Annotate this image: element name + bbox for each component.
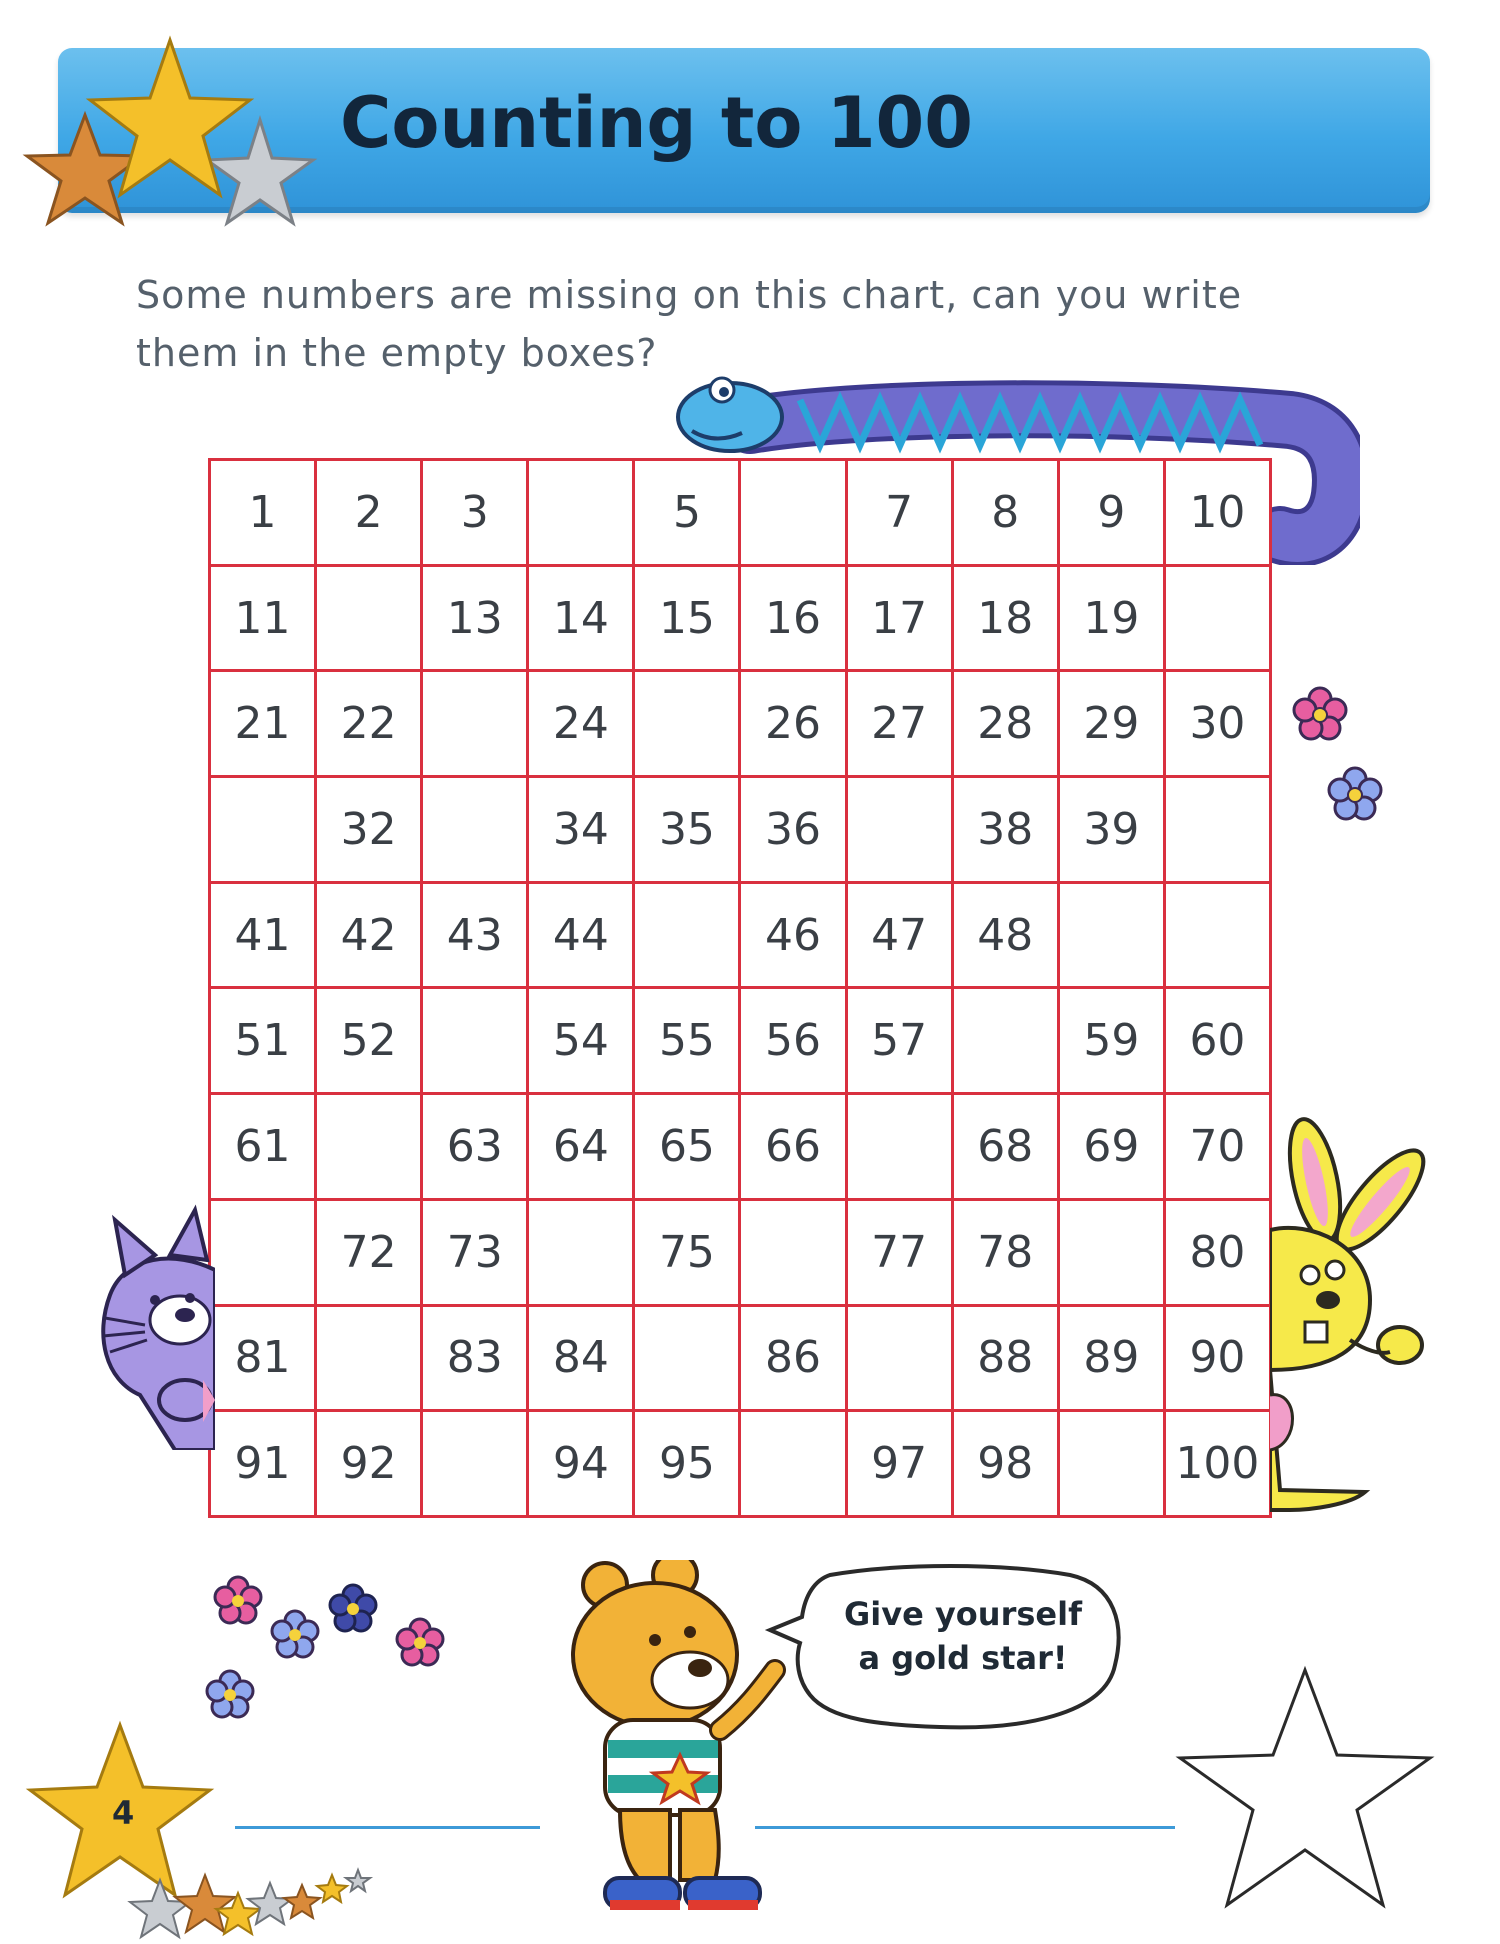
number-cell: 30 — [1166, 672, 1272, 778]
empty-number-box[interactable] — [317, 567, 423, 673]
number-cell: 73 — [423, 1201, 529, 1307]
number-cell: 61 — [211, 1095, 317, 1201]
empty-number-box[interactable] — [423, 778, 529, 884]
writing-line-right — [755, 1826, 1175, 1829]
number-cell: 66 — [741, 1095, 847, 1201]
number-cell: 8 — [954, 461, 1060, 567]
empty-number-box[interactable] — [635, 884, 741, 990]
number-cell: 81 — [211, 1307, 317, 1413]
number-cell: 28 — [954, 672, 1060, 778]
number-cell: 90 — [1166, 1307, 1272, 1413]
number-cell: 36 — [741, 778, 847, 884]
empty-number-box[interactable] — [954, 989, 1060, 1095]
flower-cluster-icon — [200, 1565, 460, 1735]
number-cell: 95 — [635, 1412, 741, 1518]
number-cell: 55 — [635, 989, 741, 1095]
number-cell: 19 — [1060, 567, 1166, 673]
number-cell: 83 — [423, 1307, 529, 1413]
number-cell: 7 — [848, 461, 954, 567]
number-cell: 91 — [211, 1412, 317, 1518]
number-cell: 65 — [635, 1095, 741, 1201]
number-cell: 41 — [211, 884, 317, 990]
number-cell: 100 — [1166, 1412, 1272, 1518]
empty-number-box[interactable] — [848, 778, 954, 884]
empty-number-box[interactable] — [848, 1307, 954, 1413]
number-cell: 16 — [741, 567, 847, 673]
number-cell: 11 — [211, 567, 317, 673]
number-cell: 92 — [317, 1412, 423, 1518]
number-cell: 34 — [529, 778, 635, 884]
number-cell: 80 — [1166, 1201, 1272, 1307]
empty-number-box[interactable] — [317, 1307, 423, 1413]
number-cell: 22 — [317, 672, 423, 778]
flower-icon — [1280, 680, 1400, 840]
number-cell: 44 — [529, 884, 635, 990]
number-cell: 98 — [954, 1412, 1060, 1518]
number-cell: 29 — [1060, 672, 1166, 778]
number-cell: 42 — [317, 884, 423, 990]
header-stars-icon — [10, 20, 330, 250]
number-cell: 59 — [1060, 989, 1166, 1095]
number-cell: 64 — [529, 1095, 635, 1201]
number-cell: 86 — [741, 1307, 847, 1413]
number-cell: 63 — [423, 1095, 529, 1201]
number-cell: 27 — [848, 672, 954, 778]
number-cell: 10 — [1166, 461, 1272, 567]
number-cell: 84 — [529, 1307, 635, 1413]
empty-number-box[interactable] — [741, 1201, 847, 1307]
number-cell: 9 — [1060, 461, 1166, 567]
empty-number-box[interactable] — [423, 672, 529, 778]
empty-number-box[interactable] — [1166, 778, 1272, 884]
number-cell: 75 — [635, 1201, 741, 1307]
number-cell: 14 — [529, 567, 635, 673]
number-cell: 70 — [1166, 1095, 1272, 1201]
page-number: 4 — [112, 1794, 135, 1832]
number-cell: 77 — [848, 1201, 954, 1307]
number-cell: 46 — [741, 884, 847, 990]
number-cell: 17 — [848, 567, 954, 673]
empty-number-box[interactable] — [635, 672, 741, 778]
number-cell: 57 — [848, 989, 954, 1095]
number-cell: 68 — [954, 1095, 1060, 1201]
number-cell: 24 — [529, 672, 635, 778]
number-cell: 38 — [954, 778, 1060, 884]
number-cell: 69 — [1060, 1095, 1166, 1201]
number-cell: 89 — [1060, 1307, 1166, 1413]
empty-number-box[interactable] — [211, 778, 317, 884]
bronze-star-icon — [27, 115, 143, 223]
empty-number-box[interactable] — [848, 1095, 954, 1201]
empty-number-box[interactable] — [741, 1412, 847, 1518]
empty-number-box[interactable] — [529, 461, 635, 567]
number-cell: 1 — [211, 461, 317, 567]
number-cell: 39 — [1060, 778, 1166, 884]
number-cell: 18 — [954, 567, 1060, 673]
empty-number-box[interactable] — [317, 1095, 423, 1201]
number-cell: 51 — [211, 989, 317, 1095]
number-cell: 47 — [848, 884, 954, 990]
outline-star-icon[interactable] — [1175, 1660, 1440, 1920]
empty-number-box[interactable] — [635, 1307, 741, 1413]
number-cell: 54 — [529, 989, 635, 1095]
empty-number-box[interactable] — [1166, 567, 1272, 673]
number-cell: 32 — [317, 778, 423, 884]
number-cell: 13 — [423, 567, 529, 673]
empty-number-box[interactable] — [1060, 1412, 1166, 1518]
number-cell: 35 — [635, 778, 741, 884]
page-title: Counting to 100 — [340, 82, 973, 164]
instructions-text: Some numbers are missing on this chart, can you write them in the empty boxes? — [136, 273, 1243, 375]
empty-number-box[interactable] — [741, 461, 847, 567]
rabbit-icon — [1270, 1110, 1440, 1530]
empty-number-box[interactable] — [423, 1412, 529, 1518]
number-cell: 60 — [1166, 989, 1272, 1095]
empty-number-box[interactable] — [211, 1201, 317, 1307]
number-cell: 56 — [741, 989, 847, 1095]
number-cell: 72 — [317, 1201, 423, 1307]
speech-bubble-text: Give yourself a gold star! — [844, 1595, 1082, 1677]
number-cell: 88 — [954, 1307, 1060, 1413]
empty-number-box[interactable] — [1060, 884, 1166, 990]
number-cell: 5 — [635, 461, 741, 567]
number-chart — [208, 458, 1272, 1518]
number-cell: 78 — [954, 1201, 1060, 1307]
number-cell: 43 — [423, 884, 529, 990]
number-cell: 94 — [529, 1412, 635, 1518]
number-cell: 21 — [211, 672, 317, 778]
empty-number-box[interactable] — [1166, 884, 1272, 990]
empty-number-box[interactable] — [529, 1201, 635, 1307]
number-cell: 15 — [635, 567, 741, 673]
number-cell: 2 — [317, 461, 423, 567]
empty-number-box[interactable] — [1060, 1201, 1166, 1307]
number-cell: 52 — [317, 989, 423, 1095]
page-number-star-icon — [20, 1715, 400, 1940]
number-cell: 48 — [954, 884, 1060, 990]
number-cell: 3 — [423, 461, 529, 567]
silver-star-icon — [207, 120, 313, 223]
empty-number-box[interactable] — [423, 989, 529, 1095]
number-cell: 26 — [741, 672, 847, 778]
number-cell: 97 — [848, 1412, 954, 1518]
cat-icon — [85, 1200, 215, 1450]
